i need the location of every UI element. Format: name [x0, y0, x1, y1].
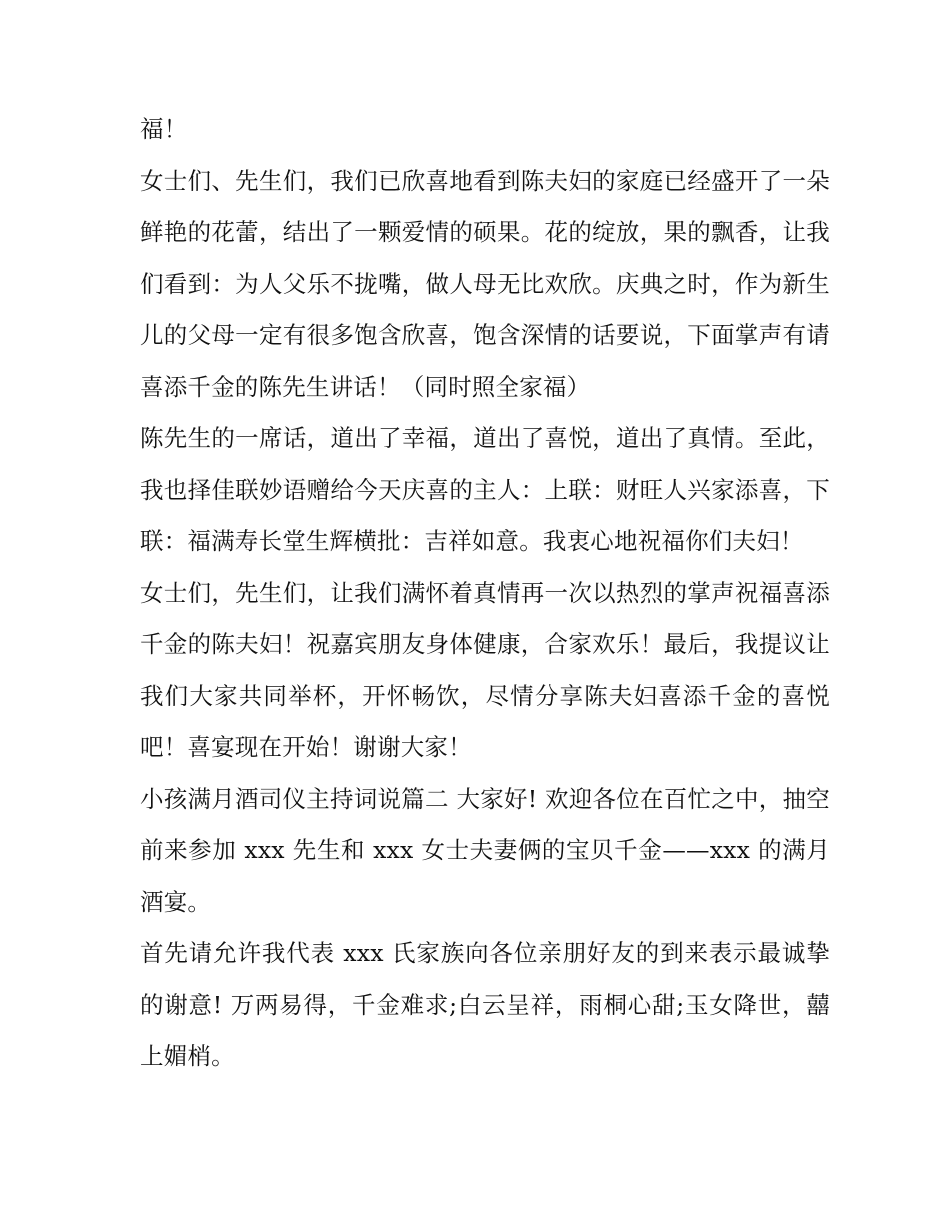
paragraph-host-speech: 女士们、先生们，我们已欣喜地看到陈夫妇的家庭已经盛开了一朵鲜艳的花蕾，结出了一颗爱情的硕果。花的绽放，果的飘香，让我们看到：为人父乐不拢嘴，做人母无比欢欣。庆典之时，作为新生儿的父母一定有很多饱含欣喜，饱含深情的话要说，下面掌声有请喜添千金的陈先生讲话！（同时照全家福） [140, 166, 830, 401]
paragraph-couplet: 陈先生的一席话，道出了幸福，道出了喜悦，道出了真情。至此，我也择佳联妙语赠给今天庆喜的主人：上联：财旺人兴家添喜，下联：福满寿长堂生辉横批：吉祥如意。我衷心地祝福你们夫妇！ [140, 424, 830, 555]
document-body [140, 104, 830, 1083]
paragraph-toast: 女士们，先生们，让我们满怀着真情再一次以热烈的掌声祝福喜添千金的陈夫妇！祝嘉宾朋友身体健康，合家欢乐！最后，我提议让我们大家共同举杯，开怀畅饮，尽情分享陈夫妇喜添千金的喜悦吧！喜宴现在开始！谢谢大家！ [140, 578, 830, 761]
paragraph-part-two-opening: 小孩满月酒司仪主持词说篇二 大家好! 欢迎各位在百忙之中，抽空前来参加 xxx 先生和 xxx 女士夫妻俩的宝贝千金——xxx 的满月酒宴。 [140, 784, 830, 916]
paragraph-continuation: 福！ [140, 115, 188, 143]
paragraph-thanks: 首先请允许我代表 xxx 氏家族向各位亲朋好友的到来表示最诚挚的谢意! 万两易得，千金难求;白云呈祥，雨桐心甜;玉女降世，囍上媚梢。 [140, 939, 830, 1070]
